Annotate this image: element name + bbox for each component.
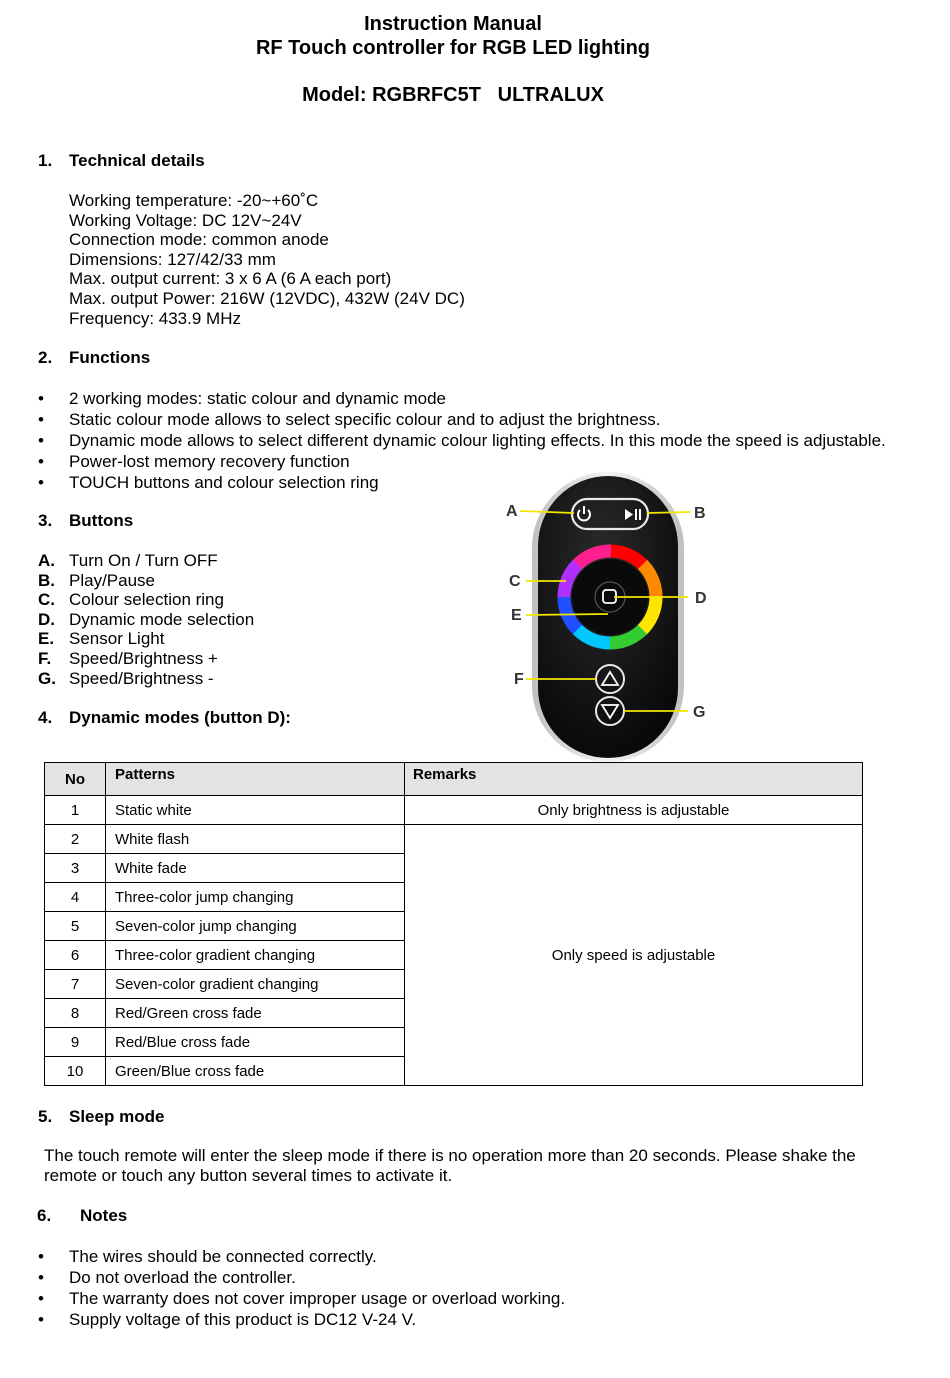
callout-label-a: A	[506, 503, 518, 520]
ring-segment	[564, 590, 565, 597]
spec-line: Working temperature: -20~+60˚C	[69, 191, 319, 210]
column-header-no: No	[45, 763, 106, 796]
spec-line: Connection mode: common anode	[69, 230, 329, 250]
ring-segment	[654, 585, 655, 592]
ring-segment	[597, 641, 604, 642]
ring-segment	[577, 629, 582, 634]
ring-segment	[568, 573, 571, 579]
list-item: • Static colour mode allows to select specific colour and to adjust the brightness.	[38, 410, 661, 429]
ring-segment	[637, 630, 642, 635]
ring-segment	[564, 584, 565, 591]
section-number: 6.	[37, 1206, 52, 1225]
cell-no: 8	[45, 999, 106, 1028]
cell-no: 9	[45, 1028, 106, 1057]
cell-no: 1	[45, 796, 106, 825]
callout-label-f: F	[514, 671, 524, 688]
ring-segment	[642, 625, 647, 630]
ring-segment	[632, 633, 638, 637]
ring-segment	[582, 557, 588, 561]
spec-line: Frequency: 433.9 MHz	[69, 308, 241, 328]
list-item: • Supply voltage of this product is DC12 V-24 V.	[38, 1310, 417, 1329]
section-number: 3.	[38, 511, 53, 530]
buttons-list	[38, 551, 438, 688]
list-item: E. Sensor Light	[38, 629, 165, 649]
ring-segment	[570, 619, 574, 625]
spec-line: Max. output Power: 216W (12VDC), 432W (24V DC)	[69, 288, 465, 308]
list-item: A. Turn On / Turn OFF	[38, 551, 218, 570]
callout-label-b: B	[694, 505, 706, 522]
ring-segment	[587, 554, 593, 557]
ring-segment	[616, 551, 623, 552]
section-1-heading	[38, 151, 438, 173]
ring-segment	[592, 639, 599, 641]
section-title: Notes	[80, 1206, 128, 1225]
ring-segment	[646, 569, 650, 575]
cell-no: 4	[45, 883, 106, 912]
section-6-heading	[37, 1206, 437, 1228]
section-title: Buttons	[69, 511, 134, 530]
list-item: C. Colour selection ring	[38, 590, 224, 610]
ring-segment	[615, 641, 622, 642]
table-row	[45, 825, 863, 854]
list-item: B. Play/Pause	[38, 570, 155, 590]
cell-remark: Only brightness is adjustable	[405, 796, 863, 825]
list-item: • Dynamic mode allows to select different dynamic colour lighting effects. In this mode the speed is adjustable.	[38, 431, 886, 450]
callout-label-d: D	[695, 590, 707, 607]
ring-segment	[655, 597, 656, 604]
cell-pattern: White flash	[106, 825, 405, 854]
ring-segment	[603, 642, 610, 643]
section-5-heading	[38, 1107, 438, 1129]
notes-list	[38, 1247, 908, 1331]
column-header-patterns: Patterns	[106, 763, 405, 796]
section-number: 2.	[38, 348, 53, 367]
spec-line: Dimensions: 127/42/33 mm	[69, 249, 276, 269]
cell-pattern: White fade	[106, 854, 405, 883]
cell-no: 10	[45, 1057, 106, 1086]
callout-label-c: C	[509, 573, 521, 590]
ring-segment	[652, 609, 654, 616]
callout-label-e: E	[511, 607, 522, 624]
list-item: D. Dynamic mode selection	[38, 609, 255, 629]
section-2-heading	[38, 348, 438, 370]
section-title: Dynamic modes (button D):	[69, 708, 291, 727]
sleep-mode-text	[44, 1146, 914, 1186]
manual-title: Instruction Manual	[364, 13, 542, 35]
spec-line: Working Voltage: DC 12V~24V	[69, 210, 302, 230]
section-number: 5.	[38, 1107, 53, 1126]
cell-pattern: Three-color gradient changing	[106, 941, 405, 970]
cell-pattern: Seven-color jump changing	[106, 912, 405, 941]
list-item: • Do not overload the controller.	[38, 1268, 296, 1287]
paragraph-line: remote or touch any button several times to activate it.	[44, 1166, 453, 1185]
cell-pattern: Seven-color gradient changing	[106, 970, 405, 999]
model-line: Model: RGBRFC5T ULTRALUX	[302, 84, 604, 106]
table-row	[45, 796, 863, 825]
cell-no: 5	[45, 912, 106, 941]
paragraph-line: The touch remote will enter the sleep mode if there is no operation more than 20 seconds. Please shake the	[44, 1146, 856, 1165]
list-item: • The warranty does not cover improper usage or overload working.	[38, 1289, 566, 1308]
spec-line: Max. output current: 3 x 6 A (6 A each port)	[69, 269, 392, 289]
cell-no: 6	[45, 941, 106, 970]
ring-segment	[646, 620, 650, 626]
ring-segment	[633, 557, 639, 561]
cell-pattern: Red/Green cross fade	[106, 999, 405, 1028]
ring-segment	[650, 574, 653, 580]
ring-segment	[610, 551, 617, 552]
section-number: 4.	[38, 708, 53, 727]
cell-no: 3	[45, 854, 106, 883]
ring-segment	[621, 639, 628, 641]
ring-segment	[581, 633, 587, 637]
ring-segment	[622, 553, 629, 555]
cell-pattern: Red/Blue cross fade	[106, 1028, 405, 1057]
section-title: Functions	[69, 348, 151, 367]
ring-segment	[627, 637, 633, 640]
list-item: • TOUCH buttons and colour selection ring	[38, 473, 379, 492]
ring-segment	[638, 561, 643, 566]
ring-segment	[643, 564, 648, 569]
section-number: 1.	[38, 151, 53, 170]
list-item: • The wires should be connected correctly.	[38, 1247, 377, 1266]
column-header-remarks: Remarks	[405, 763, 863, 796]
list-item: • 2 working modes: static colour and dynamic mode	[38, 389, 447, 408]
cell-pattern: Static white	[106, 796, 405, 825]
ring-segment	[564, 602, 565, 609]
callout-label-g: G	[693, 704, 706, 721]
cell-pattern: Green/Blue cross fade	[106, 1057, 405, 1086]
ring-segment	[570, 568, 574, 574]
section-4-heading	[38, 708, 458, 730]
ring-segment	[654, 603, 655, 610]
ring-segment	[586, 636, 592, 639]
ring-segment	[573, 624, 578, 629]
ring-segment	[649, 615, 652, 621]
technical-details	[69, 191, 465, 328]
cell-no: 7	[45, 970, 106, 999]
cell-remark: Only speed is adjustable	[405, 825, 863, 1086]
functions-list	[38, 389, 908, 494]
remote-illustration	[490, 466, 730, 766]
ring-segment	[577, 560, 582, 565]
ring-segment	[598, 551, 605, 552]
ring-segment	[652, 579, 654, 586]
product-subtitle: RF Touch controller for RGB LED lighting	[255, 37, 651, 59]
ring-segment	[628, 555, 634, 558]
list-item: • Power-lost memory recovery function	[38, 452, 350, 471]
section-title: Technical details	[69, 151, 205, 170]
cell-no: 2	[45, 825, 106, 854]
dynamic-modes-table	[44, 762, 863, 1086]
cell-pattern: Three-color jump changing	[106, 883, 405, 912]
section-title: Sleep mode	[69, 1107, 165, 1126]
ring-segment	[592, 552, 599, 554]
list-item: F. Speed/Brightness +	[38, 648, 218, 668]
section-3-heading	[38, 511, 438, 533]
list-item: G. Speed/Brightness -	[38, 668, 214, 688]
table-header-row	[45, 763, 863, 796]
ring-segment	[574, 564, 579, 569]
